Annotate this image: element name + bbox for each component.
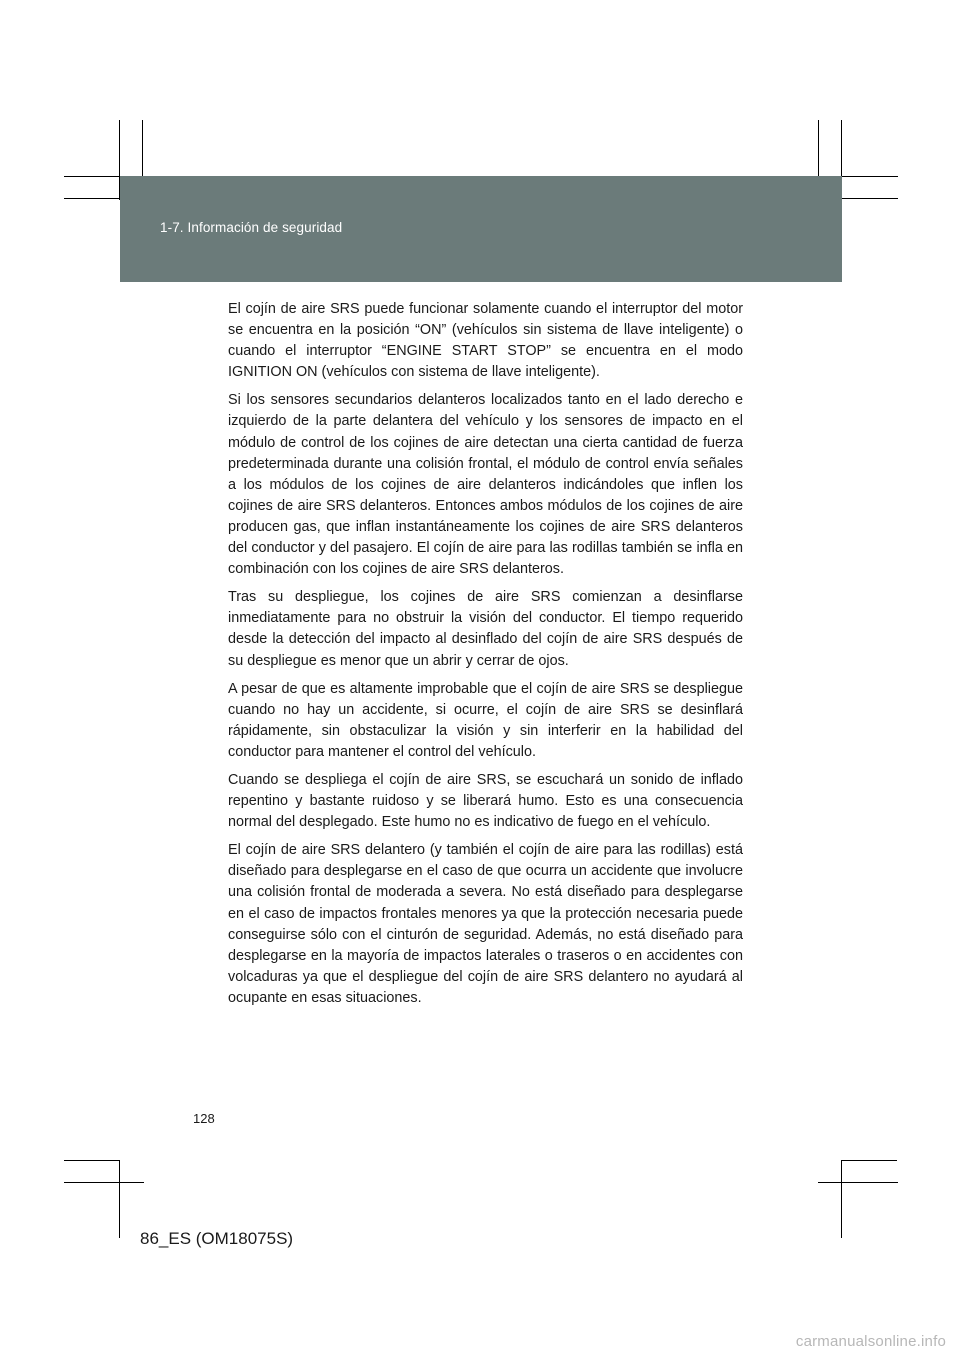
section-header-band (120, 176, 842, 282)
paragraph: Tras su despliegue, los cojines de aire SRS comienzan a desinflarse inmediatamente para no obstruir la visión del conductor. El tiempo requerido desde la detección del impacto al desinflado del cojín de aire SRS después de su despliegue es menor que un abrir y cerrar de ojos. (228, 589, 743, 669)
watermark: carmanualsonline.info (795, 1333, 946, 1350)
crop-mark (841, 1160, 842, 1238)
body-text (228, 299, 743, 1016)
crop-mark (64, 1160, 120, 1161)
paragraph: A pesar de que es altamente improbable que el cojín de aire SRS se despliegue cuando no hay un accidente, si ocurre, el cojín de aire SRS se desinflará rápidamente, sin obstaculizar la visión y sin interferir en la habilidad del conductor para mantener el control del vehículo. (228, 680, 743, 760)
paragraph: Si los sensores secundarios delanteros localizados tanto en el lado derecho e izquierdo de la parte delantera del vehículo y los sensores de impacto en el módulo de control de los cojines de aire detectan una cierta cantidad de fuerza predeterminada durante una colisión frontal, el módulo de control envía señales a los módulos de los cojines de aire delanteros indicándoles que inflen los cojines de aire SRS delanteros. Entonces ambos módulos de los cojines de aire producen gas, que inflan instantáneamente los cojines de aire SRS delanteros del conductor y del pasajero. El cojín de aire para las rodillas también se infla en combinación con los cojines de aire SRS delanteros. (228, 392, 743, 578)
crop-mark (818, 1182, 898, 1183)
crop-mark (119, 1160, 120, 1238)
paragraph: El cojín de aire SRS delantero (y también el cojín de aire para las rodillas) está diseñado para desplegarse en el caso de que ocurra un accidente que involucre una colisión frontal de moderada a severa. No está diseñado para desplegarse en el caso de impactos frontales menores ya que la protección necesaria puede conseguirse sólo con el cinturón de seguridad. Además, no está diseñado para desplegarse en la mayoría de impactos laterales o traseros o en accidentes con volcaduras ya que el despliegue del cojín de aire SRS delantero no ayudará al ocupante en esas situaciones. (228, 842, 743, 1006)
page-number: 128 (193, 1111, 215, 1126)
paragraph: Cuando se despliega el cojín de aire SRS, se escuchará un sonido de inflado repentino y bastante ruidoso y se liberará humo. Esto es una consecuencia normal del desplegado. Este humo no es indicativo de fuego en el vehículo. (228, 771, 743, 831)
crop-mark (64, 1182, 144, 1183)
crop-mark (841, 1160, 897, 1161)
section-title: 1-7. Información de seguridad (160, 220, 343, 235)
document-code: 86_ES (OM18075S) (140, 1229, 294, 1248)
paragraph: El cojín de aire SRS puede funcionar solamente cuando el interruptor del motor se encuentra en la posición “ON” (vehículos sin sistema de llave inteligente) o cuando el interruptor “ENGINE START STOP” se encuentra en el modo IGNITION ON (vehículos con sistema de llave inteligente). (228, 301, 743, 381)
